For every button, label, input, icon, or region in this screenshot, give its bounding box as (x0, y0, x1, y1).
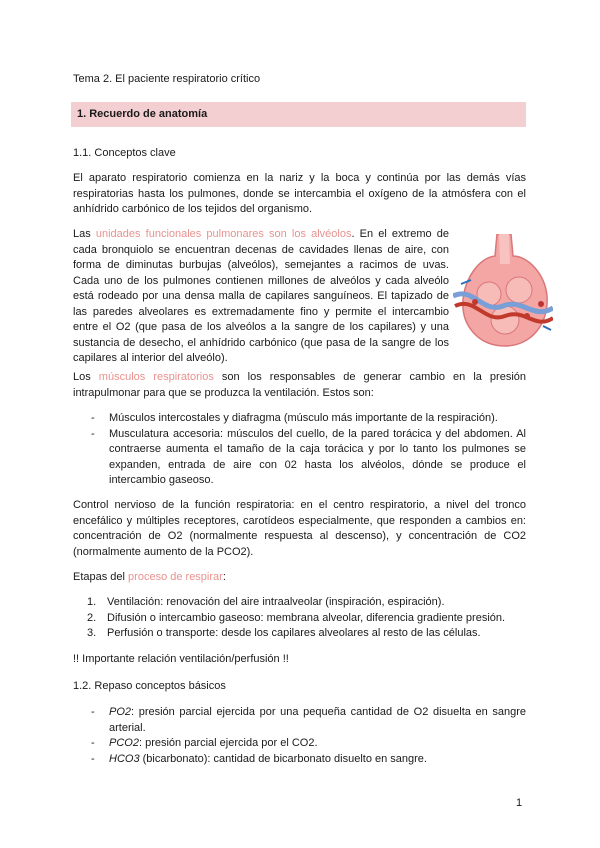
importante-note: !! Importante relación ventilación/perfusión !! (73, 653, 289, 665)
musculos-list (73, 411, 526, 489)
list-number: 2. (87, 611, 97, 624)
text-run: Los (73, 371, 99, 383)
list-marker: - (91, 427, 95, 440)
concept-term: PCO2 (109, 737, 139, 749)
list-marker: - (91, 752, 95, 765)
intro-paragraph: El aparato respiratorio comienza en la nariz y la boca y continúa por las demás vías respiratorias hasta los pulmones, donde se intercambia el oxígeno de la atmósfera con el anhídrido carbónico de los tejidos del organismo. (73, 172, 526, 215)
list-marker: - (91, 706, 95, 718)
alveolos-paragraph (73, 227, 449, 367)
list-marker: - (91, 737, 95, 749)
highlighted-term: músculos respiratorios (98, 371, 214, 383)
list-item-text: Músculos intercostales y diafragma (músculo más importante de la respiración). (109, 412, 498, 424)
concept-definition: (bicarbonato): cantidad de bicarbonato disuelto en sangre. (139, 752, 427, 765)
list-item-text: Ventilación: renovación del aire intraalveolar (inspiración, espiración). (107, 596, 445, 608)
text-run: : (222, 571, 226, 583)
highlighted-term: proceso de respirar (128, 571, 223, 583)
list-item-text: Perfusión o transporte: desde los capilares alveolares al resto de las células. (107, 627, 481, 639)
list-item (73, 626, 526, 642)
list-marker: - (91, 412, 95, 424)
list-number: 3. (87, 627, 97, 639)
etapas-list (73, 595, 526, 642)
text-run: son los responsables de generar cambio en la presión intrapulmonar para que se produzca la ventilación. Estos son: (73, 371, 527, 399)
list-number: 1. (87, 596, 97, 608)
list-item-text: Musculatura accesoria: músculos del cuello, de la pared torácica y del abdomen. Al contraerse aumenta el tamaño de la caja torácica y por lo tanto los pulmones se expanden, entrada de aire con 02 hasta los alvéolos, dónde se produce el intercambio gaseoso. (109, 427, 526, 486)
subsection-title: 1.1. Conceptos clave (73, 147, 176, 159)
text-run: . En el extremo de cada bronquiolo se encuentran decenas de cavidades llenas de aire, con forma de diminutas burbujas (alveólos), semejantes a racimos de uvas. Cada uno de los pulmones contienen millones de alveólos y cada alveólo está rodeado por una densa malla de capilares sanguíneos. El tapizado de las paredes alveolares es extremadamente fino y permite el intercambio entre el O2 (que pasa de los alveólos a la sangre de los capilares) y una sustancia de desecho, el anhídrido carbónico (que pasa de la sangre de los capilares al interior del alveólo). (73, 228, 450, 364)
list-item (73, 427, 526, 489)
text-run: Las (73, 228, 96, 240)
subsection-title: 1.2. Repaso conceptos básicos (73, 680, 226, 692)
document-title: Tema 2. El paciente respiratorio crítico (73, 73, 261, 85)
concept-term: PO2 (109, 706, 132, 718)
list-item (73, 736, 526, 752)
list-item-text: Difusión o intercambio gaseoso: membrana alveolar, diferencia gradiente presión. (107, 611, 506, 624)
list-item (73, 595, 526, 611)
alveoli-illustration (453, 234, 553, 352)
list-item (73, 705, 526, 736)
concept-term: HCO3 (109, 752, 140, 765)
page-number: 1 (516, 797, 523, 809)
list-item (73, 752, 526, 768)
concept-definition: : presión parcial ejercida por el CO2. (138, 737, 318, 749)
conceptos-list (73, 705, 526, 767)
concept-definition: : presión parcial ejercida por una pequeña cantidad de O2 disuelta en sangre arterial. (109, 706, 526, 734)
etapas-intro (73, 570, 526, 586)
list-item (73, 411, 526, 427)
list-item (73, 611, 526, 627)
section-heading: 1. Recuerdo de anatomía (71, 102, 526, 127)
musculos-paragraph (73, 370, 526, 401)
highlighted-term: unidades funcionales pulmonares son los alvéolos (95, 228, 352, 240)
control-paragraph: Control nervioso de la función respiratoria: en el centro respiratorio, a nivel del tronco encefálico y múltiples receptores, carotídeos especialmente, que responden a cambios en: concentración de O2 (normalmente respuesta al descenso), y concentración de CO2 (normalmente aumento de la PCO2). (73, 499, 526, 558)
text-run: Etapas del (73, 571, 129, 583)
